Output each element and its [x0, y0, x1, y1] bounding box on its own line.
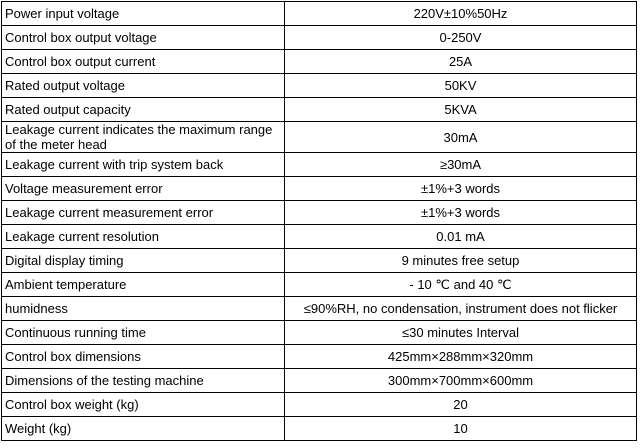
value-cell: ±1%+3 words: [285, 177, 637, 201]
param-cell: Leakage current indicates the maximum range of the meter head: [2, 122, 285, 153]
param-cell: Leakage current measurement error: [2, 201, 285, 225]
value-cell: 0.01 mA: [285, 225, 637, 249]
param-cell: Control box weight (kg): [2, 393, 285, 417]
value-cell: 220V±10%50Hz: [285, 2, 637, 26]
table-row: [2, 225, 637, 249]
value-cell: 0-250V: [285, 26, 637, 50]
table-row: [2, 2, 637, 26]
param-cell: Control box output current: [2, 50, 285, 74]
table-row: [2, 122, 637, 153]
param-cell: Rated output capacity: [2, 98, 285, 122]
table-row: [2, 297, 637, 321]
value-cell: 50KV: [285, 74, 637, 98]
value-cell: 10: [285, 417, 637, 441]
spec-table: [1, 1, 637, 441]
table-row: [2, 50, 637, 74]
value-cell: ≤30 minutes Interval: [285, 321, 637, 345]
param-cell: Weight (kg): [2, 417, 285, 441]
param-cell: Ambient temperature: [2, 273, 285, 297]
table-row: [2, 369, 637, 393]
table-row: [2, 321, 637, 345]
value-cell: ≤90%RH, no condensation, instrument does not flicker: [285, 297, 637, 321]
value-cell: 9 minutes free setup: [285, 249, 637, 273]
table-row: [2, 417, 637, 441]
param-cell: Power input voltage: [2, 2, 285, 26]
table-row: [2, 98, 637, 122]
param-cell: Digital display timing: [2, 249, 285, 273]
value-cell: - 10 ℃ and 40 ℃: [285, 273, 637, 297]
table-row: [2, 153, 637, 177]
table-row: [2, 177, 637, 201]
table-row: [2, 26, 637, 50]
table-row: [2, 345, 637, 369]
param-cell: Control box dimensions: [2, 345, 285, 369]
param-cell: Control box output voltage: [2, 26, 285, 50]
table-row: [2, 273, 637, 297]
value-cell: ≥30mA: [285, 153, 637, 177]
value-cell: 425mm×288mm×320mm: [285, 345, 637, 369]
param-cell: Leakage current resolution: [2, 225, 285, 249]
value-cell: 25A: [285, 50, 637, 74]
param-cell: Leakage current with trip system back: [2, 153, 285, 177]
value-cell: ±1%+3 words: [285, 201, 637, 225]
table-row: [2, 201, 637, 225]
value-cell: 30mA: [285, 122, 637, 153]
param-cell: Continuous running time: [2, 321, 285, 345]
param-cell: humidness: [2, 297, 285, 321]
param-cell: Voltage measurement error: [2, 177, 285, 201]
param-cell: Rated output voltage: [2, 74, 285, 98]
value-cell: 5KVA: [285, 98, 637, 122]
table-row: [2, 393, 637, 417]
value-cell: 300mm×700mm×600mm: [285, 369, 637, 393]
param-cell: Dimensions of the testing machine: [2, 369, 285, 393]
table-row: [2, 74, 637, 98]
value-cell: 20: [285, 393, 637, 417]
table-row: [2, 249, 637, 273]
